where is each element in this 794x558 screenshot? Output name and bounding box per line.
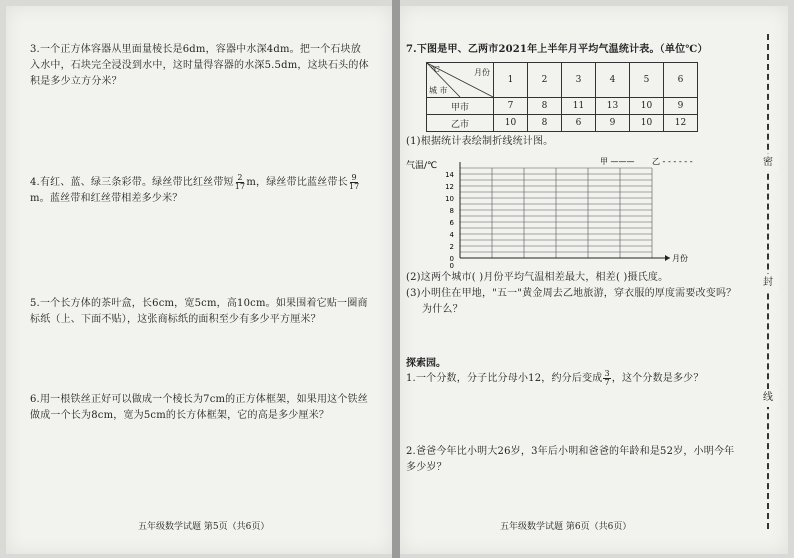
y-tick-label: 8 — [449, 207, 454, 215]
question-5-text: 5.一个长方体的茶叶盒，长6cm，宽5cm，高10cm。如果围着它贴一圈商标纸（上、下面不贴），这张商标纸的面积至少有多少平方厘米？ — [30, 298, 368, 325]
question-7-part-3: (3)小明住在甲地，"五一"黄金周去乙地旅游，穿衣服的厚度需要改变吗？ 为什么？ — [406, 288, 737, 315]
y-tick-label: 2 — [449, 243, 454, 251]
table-cell: 9 — [664, 98, 698, 115]
x-axis-label: 月份 — [672, 254, 688, 263]
city-name: 甲市 — [427, 98, 494, 115]
month-header: 6 — [664, 63, 698, 98]
question-4 — [30, 174, 370, 207]
explore-question-1: 1.一个分数，分子比分母小12，约分后变成 $\frac{3}{7}$ ，这个分数是多少？ — [406, 369, 704, 387]
line-chart-grid — [400, 150, 788, 280]
y-tick-label: 10 — [445, 195, 454, 203]
month-header: 4 — [596, 63, 630, 98]
table-row — [427, 115, 698, 132]
y-tick-label: 4 — [449, 231, 454, 239]
question-3 — [30, 42, 370, 90]
chart-grid-lines — [460, 168, 652, 258]
question-5 — [30, 296, 370, 328]
seal-line — [756, 34, 780, 529]
page-6 — [400, 6, 788, 554]
fraction-2-17: $\frac{2}{17}$ — [234, 173, 246, 191]
seal-char: 密 — [758, 154, 778, 172]
legend-entry: 甲 ——— — [600, 157, 635, 166]
y-tick-label: 0 — [449, 255, 454, 263]
table-cell: 8 — [528, 115, 562, 132]
question-6 — [30, 392, 370, 424]
temperature-table — [426, 62, 698, 132]
seal-char: 封 — [758, 274, 778, 292]
table-cell: 10 — [630, 115, 664, 132]
page-gutter — [392, 0, 400, 558]
table-cell: 10 — [494, 115, 528, 132]
table-cell: 7 — [494, 98, 528, 115]
explore-question-2: 2.爸爸今年比小明大26岁，3年后小明和爸爸的年龄和是52岁，小明今年多少岁？ — [406, 446, 735, 473]
y-tick-label: 14 — [445, 171, 454, 179]
table-cell: 12 — [664, 115, 698, 132]
question-7-part-1: (1)根据统计表绘制折线统计图。 — [406, 136, 554, 147]
corner-unit: ℃ — [431, 65, 440, 74]
chart-ylabel: 气温/℃ — [406, 161, 438, 171]
chart-y-ticks — [445, 171, 454, 263]
table-cell: 11 — [562, 98, 596, 115]
table-corner-header — [427, 63, 494, 98]
seal-char: 线 — [758, 389, 778, 407]
question-6-text: 6.用一根铁丝正好可以做成一个棱长为7cm的正方体框架，如果用这个铁丝做成一个长为8cm，宽为5cm的长方体框架，它的高是多少厘米？ — [30, 394, 368, 421]
table-cell: 6 — [562, 115, 596, 132]
month-header: 2 — [528, 63, 562, 98]
table-cell: 9 — [596, 115, 630, 132]
table-row — [427, 98, 698, 115]
question-7-title: 7.下图是甲、乙两市2021年上半年月平均气温统计表。（单位℃） — [406, 44, 708, 55]
y-tick-label: 6 — [449, 219, 454, 227]
page-footer-5: 五年级数学试题 第5页（共6页） — [138, 522, 270, 532]
section-heading: 探索园。 — [406, 358, 446, 369]
page-footer-6: 五年级数学试题 第6页（共6页） — [500, 522, 632, 532]
month-header: 3 — [562, 63, 596, 98]
fraction-3-7: $\frac{3}{7}$ — [604, 369, 610, 387]
chart-legend — [600, 157, 693, 166]
question-4-text: 4.有红、蓝、绿三条彩带。绿丝带比红丝带短 $\frac{2}{17}$ m，绿丝带比蓝丝带长 $\frac{9}{17}$ m。蓝丝带和红丝带相差多少米？ — [30, 173, 360, 204]
fraction-9-17: $\frac{9}{17}$ — [348, 173, 360, 191]
x-axis-arrow — [665, 255, 670, 261]
x-tick-label: 0 — [449, 262, 454, 270]
legend-entry: 乙 - - - - - - — [652, 157, 693, 166]
table-cell: 10 — [630, 98, 664, 115]
month-header: 1 — [494, 63, 528, 98]
corner-city-label: 城 市 — [429, 86, 448, 95]
question-3-text: 3.一个正方体容器从里面量棱长是6dm，容器中水深4dm。把一个石块放入水中，石块完全浸没到水中，这时量得容器的水深5.5dm，这块石头的体积是多少立方分米？ — [30, 44, 369, 87]
table-cell: 13 — [596, 98, 630, 115]
corner-month-label: 月份 — [474, 68, 490, 77]
page-5 — [6, 6, 392, 554]
city-name: 乙市 — [427, 115, 494, 132]
table-cell: 8 — [528, 98, 562, 115]
question-7-part-2: (2)这两个城市( )月份平均气温相差最大，相差( )摄氏度。 — [406, 272, 669, 283]
month-header: 5 — [630, 63, 664, 98]
y-tick-label: 12 — [445, 183, 454, 191]
